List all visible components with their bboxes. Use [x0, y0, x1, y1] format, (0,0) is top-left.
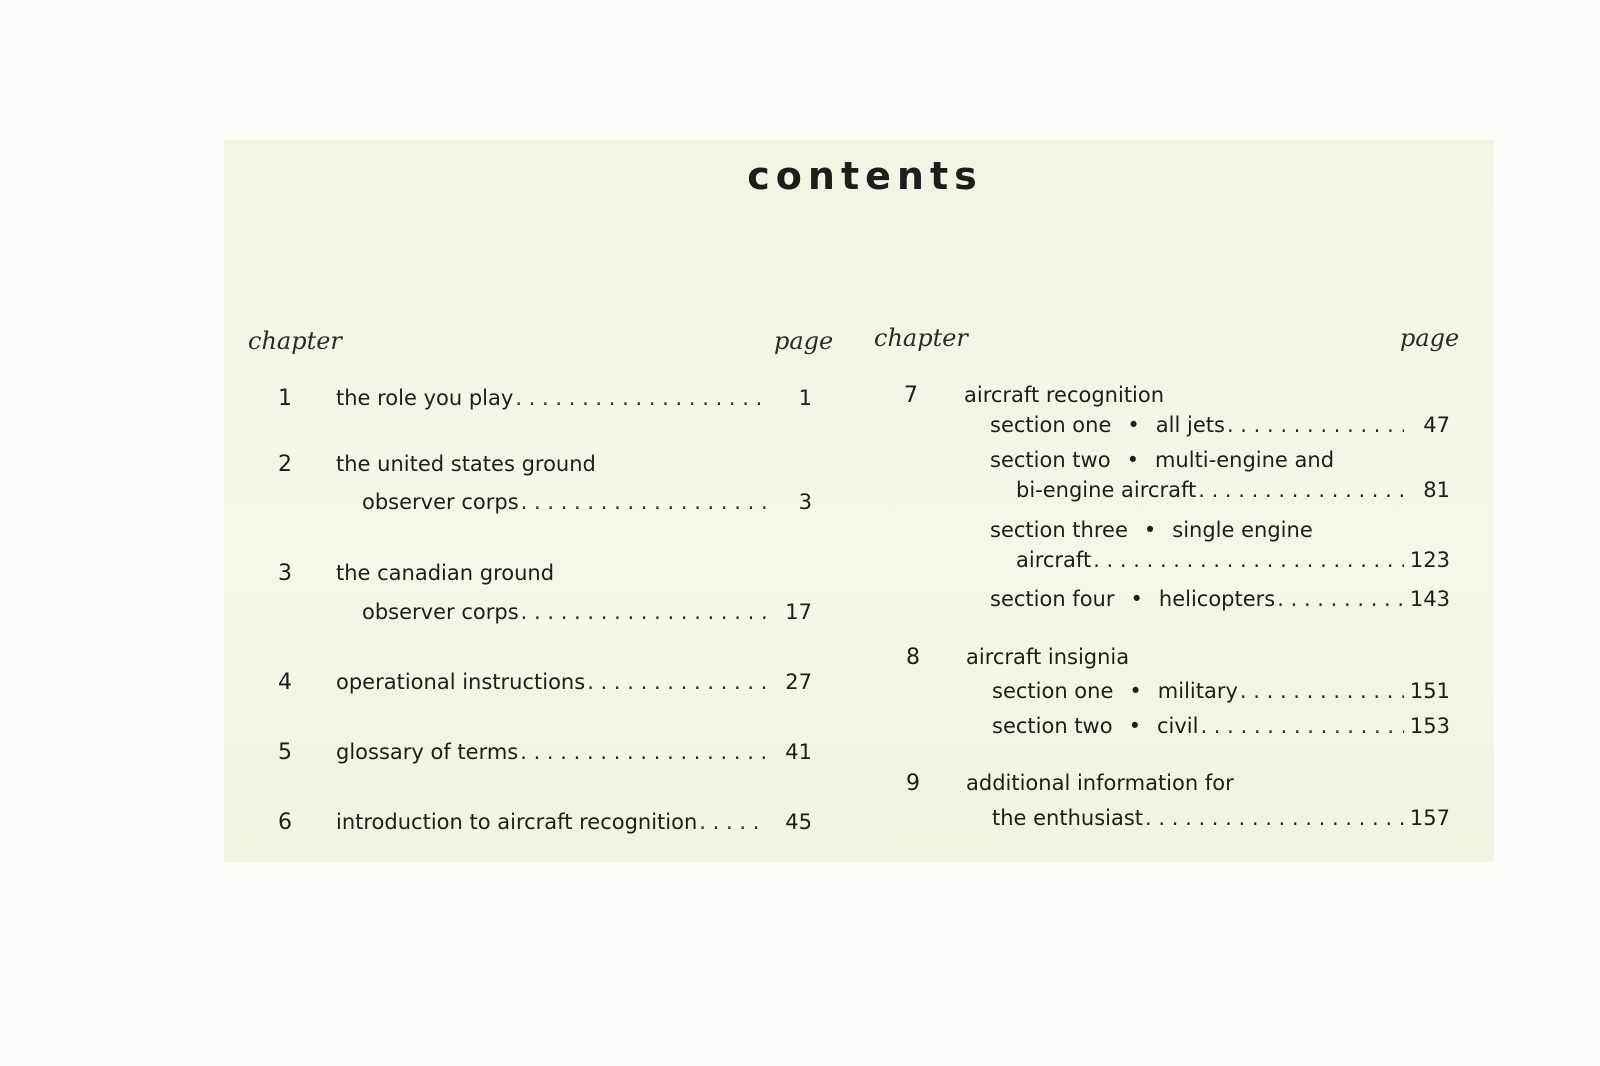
page-number: 153	[1409, 714, 1450, 738]
section-label: section one • all jets	[990, 413, 1225, 437]
dot-leader	[1200, 714, 1403, 738]
entry-title: the role you play	[336, 386, 514, 410]
page-number: 27	[785, 670, 812, 694]
dot-leader	[520, 740, 766, 764]
section-label: section one • military	[992, 679, 1238, 703]
page-title: contents	[747, 154, 983, 198]
page-number: 81	[1423, 478, 1450, 502]
toc-entry[interactable]	[336, 810, 812, 834]
toc-section-entry[interactable]	[992, 714, 1450, 738]
toc-section-entry[interactable]	[1016, 548, 1450, 572]
entry-title: glossary of terms	[336, 740, 519, 764]
toc-entry[interactable]	[336, 386, 812, 410]
chapter-number: 5	[278, 740, 292, 765]
section-title: all jets	[1155, 413, 1225, 437]
page-number: 47	[1423, 413, 1450, 437]
chapter-number: 1	[278, 386, 292, 411]
toc-section-entry[interactable]	[990, 587, 1450, 611]
chapter-number: 3	[278, 561, 292, 586]
dot-leader	[587, 670, 766, 694]
toc-entry[interactable]	[362, 600, 812, 624]
entry-title: aircraft recognition	[964, 383, 1165, 407]
bullet-icon: •	[1130, 587, 1143, 611]
bullet-icon: •	[1127, 413, 1140, 437]
section-title: multi-engine and	[1154, 448, 1335, 472]
entry-title: additional information for	[966, 771, 1234, 795]
chapter-number: 9	[906, 771, 920, 796]
dot-leader	[515, 386, 766, 410]
dot-leader	[699, 810, 766, 834]
toc-entry[interactable]	[362, 490, 812, 514]
bullet-icon: •	[1128, 714, 1141, 738]
page-number: 123	[1409, 548, 1450, 572]
section-title: military	[1157, 679, 1238, 703]
bullet-icon: •	[1126, 448, 1139, 472]
toc-entry[interactable]	[336, 740, 812, 764]
toc-entry[interactable]	[336, 670, 812, 694]
section-label: section two • multi-engine and	[990, 448, 1335, 472]
entry-title: the canadian ground	[336, 561, 555, 585]
chapter-number: 8	[906, 645, 920, 670]
right-page-header: page	[1400, 324, 1460, 352]
section-label: section three • single engine	[990, 518, 1313, 542]
section-title: civil	[1156, 714, 1199, 738]
toc-section-entry[interactable]	[990, 413, 1450, 437]
section-title-continued: aircraft	[1016, 548, 1092, 572]
bullet-icon: •	[1129, 679, 1142, 703]
section-label: section two • civil	[992, 714, 1199, 738]
chapter-number: 4	[278, 670, 292, 695]
page-number: 157	[1409, 806, 1450, 830]
page-number: 1	[798, 386, 812, 410]
section-title: single engine	[1172, 518, 1313, 542]
entry-title: introduction to aircraft recognition	[336, 810, 698, 834]
entry-title-continued: the enthusiast	[992, 806, 1144, 830]
bullet-icon: •	[1143, 518, 1157, 542]
page-number: 45	[785, 810, 812, 834]
dot-leader	[521, 600, 766, 624]
section-title-continued: bi-engine aircraft	[1016, 478, 1197, 502]
toc-section-entry[interactable]	[992, 679, 1450, 703]
entry-title: operational instructions	[336, 670, 586, 694]
page-number: 151	[1409, 679, 1450, 703]
right-chapter-header: chapter	[874, 324, 968, 352]
toc-section-entry[interactable]	[1016, 478, 1450, 502]
section-label: section four • helicopters	[990, 587, 1276, 611]
chapter-number: 7	[904, 383, 918, 408]
chapter-number: 6	[278, 810, 292, 835]
toc-entry[interactable]	[992, 806, 1450, 830]
entry-title: aircraft insignia	[966, 645, 1130, 669]
chapter-number: 2	[278, 452, 292, 477]
left-chapter-header: chapter	[248, 327, 342, 355]
left-page-header: page	[774, 327, 834, 355]
dot-leader	[1093, 548, 1404, 572]
dot-leader	[1277, 587, 1404, 611]
entry-title-continued: observer corps	[362, 600, 519, 624]
page-number: 41	[785, 740, 812, 764]
dot-leader	[1240, 679, 1404, 703]
page-number: 17	[785, 600, 812, 624]
page-number: 143	[1409, 587, 1450, 611]
entry-title: the united states ground	[336, 452, 596, 476]
entry-title-continued: observer corps	[362, 490, 519, 514]
section-title: helicopters	[1158, 587, 1276, 611]
dot-leader	[1227, 413, 1404, 437]
page-number: 3	[798, 490, 812, 514]
dot-leader	[1145, 806, 1404, 830]
dot-leader	[521, 490, 766, 514]
dot-leader	[1198, 478, 1404, 502]
